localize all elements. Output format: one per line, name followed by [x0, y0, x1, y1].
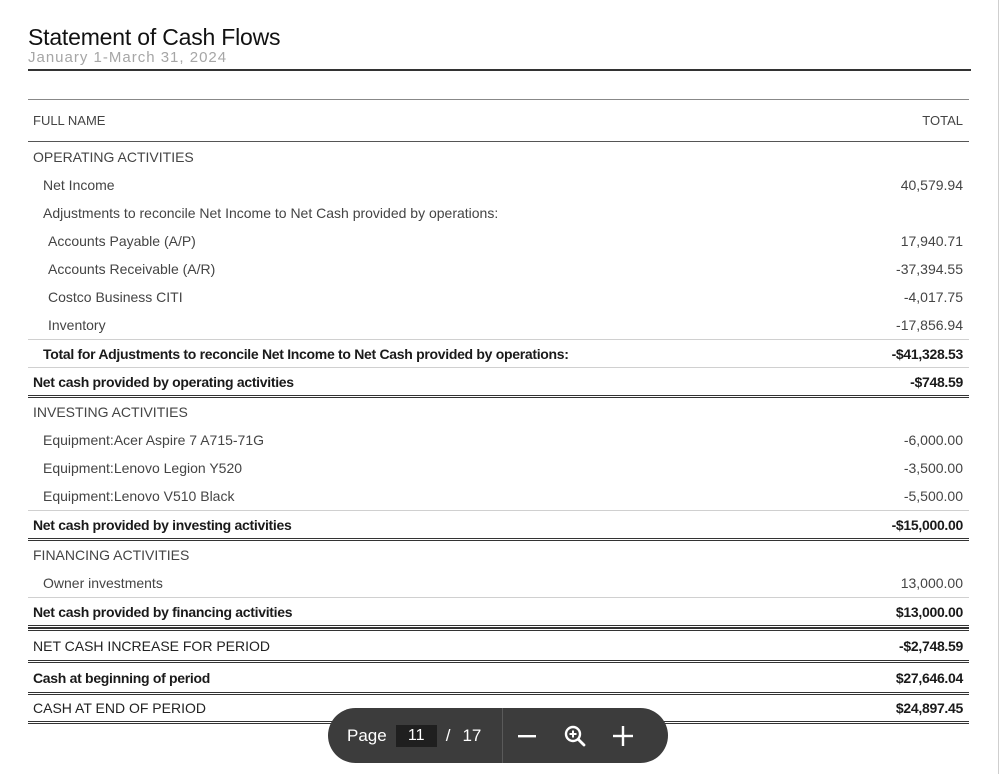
- page-separator: /: [445, 725, 451, 745]
- row-label: Inventory: [48, 317, 106, 333]
- row-amount: -$41,328.53: [891, 345, 963, 362]
- report-header: [28, 24, 971, 66]
- zoom-magnifier-icon: [563, 724, 587, 748]
- investing-total-row: [28, 510, 969, 541]
- row-label: Equipment:Lenovo V510 Black: [43, 488, 235, 504]
- row-amount: -6,000.00: [903, 432, 963, 448]
- cash-beginning-row: [28, 660, 969, 692]
- table-row: [28, 171, 969, 199]
- row-amount: -5,500.00: [903, 488, 963, 504]
- row-label: Net cash provided by investing activities: [33, 516, 292, 533]
- report-period: January 1-March 31, 2024: [28, 49, 228, 66]
- table-row: [28, 255, 969, 283]
- row-amount: $24,897.45: [895, 700, 963, 716]
- net-increase-row: [28, 628, 969, 660]
- row-amount: 17,940.71: [900, 233, 963, 249]
- row-amount: $27,646.04: [895, 669, 963, 686]
- row-label: Net cash provided by financing activities: [33, 603, 293, 620]
- financing-total-row: [28, 597, 969, 628]
- page-label: Page: [347, 725, 387, 745]
- zoom-in-button[interactable]: [599, 708, 647, 763]
- row-amount: 40,579.94: [900, 177, 963, 193]
- section-heading-label: OPERATING ACTIVITIES: [33, 148, 194, 165]
- table-row: [28, 227, 969, 255]
- zoom-reset-button[interactable]: [551, 708, 599, 763]
- page-navigation-toolbar: [328, 708, 668, 763]
- minus-icon: [517, 726, 537, 746]
- operating-total-row: [28, 367, 969, 398]
- table-row: [28, 454, 969, 482]
- row-label: Cash at beginning of period: [33, 669, 211, 686]
- column-header-row: [28, 99, 969, 142]
- table-row: [28, 482, 969, 510]
- row-amount: -$748.59: [910, 373, 963, 390]
- column-header-name: FULL NAME: [33, 113, 106, 128]
- zoom-out-button[interactable]: [503, 708, 551, 763]
- section-heading-investing: [28, 398, 969, 426]
- column-header-total: TOTAL: [922, 113, 963, 128]
- row-label: Accounts Payable (A/P): [48, 233, 196, 249]
- row-amount: -3,500.00: [903, 460, 963, 476]
- row-amount: -$15,000.00: [891, 516, 963, 533]
- table-row: [28, 426, 969, 454]
- row-label: Adjustments to reconcile Net Income to Net Cash provided by operations:: [43, 205, 499, 221]
- row-amount: -$2,748.59: [899, 637, 963, 654]
- section-heading-financing: [28, 541, 969, 569]
- row-amount: -4,017.75: [903, 289, 963, 305]
- row-amount: -37,394.55: [896, 261, 963, 277]
- section-heading-operating: [28, 142, 969, 171]
- row-amount: 13,000.00: [900, 575, 963, 591]
- row-amount: $13,000.00: [895, 603, 963, 620]
- row-label: Net Income: [43, 177, 115, 193]
- row-label: Total for Adjustments to reconcile Net Income to Net Cash provided by operations:: [43, 345, 569, 362]
- report-title: Statement of Cash Flows: [28, 24, 281, 50]
- plus-icon: [612, 725, 634, 747]
- row-label: Equipment:Lenovo Legion Y520: [43, 460, 243, 476]
- row-label: NET CASH INCREASE FOR PERIOD: [33, 637, 271, 654]
- row-label: CASH AT END OF PERIOD: [33, 700, 206, 716]
- table-row: [28, 311, 969, 339]
- section-heading-label: FINANCING ACTIVITIES: [33, 547, 190, 563]
- cash-flow-table: [28, 99, 969, 724]
- row-amount: -17,856.94: [896, 317, 963, 333]
- header-divider: [28, 69, 971, 71]
- row-label: Owner investments: [43, 575, 163, 591]
- row-label: Equipment:Acer Aspire 7 A715-71G: [43, 432, 265, 448]
- row-label: Net cash provided by operating activities: [33, 373, 294, 390]
- row-label: Costco Business CITI: [48, 289, 183, 305]
- page-number-input[interactable]: [396, 725, 437, 747]
- table-row: [28, 283, 969, 311]
- total-pages: 17: [462, 725, 482, 745]
- section-heading-label: INVESTING ACTIVITIES: [33, 404, 188, 420]
- row-label: Accounts Receivable (A/R): [48, 261, 216, 277]
- subsection-heading-adjustments: [28, 199, 969, 227]
- adjustments-total-row: [28, 339, 969, 367]
- table-row: [28, 569, 969, 597]
